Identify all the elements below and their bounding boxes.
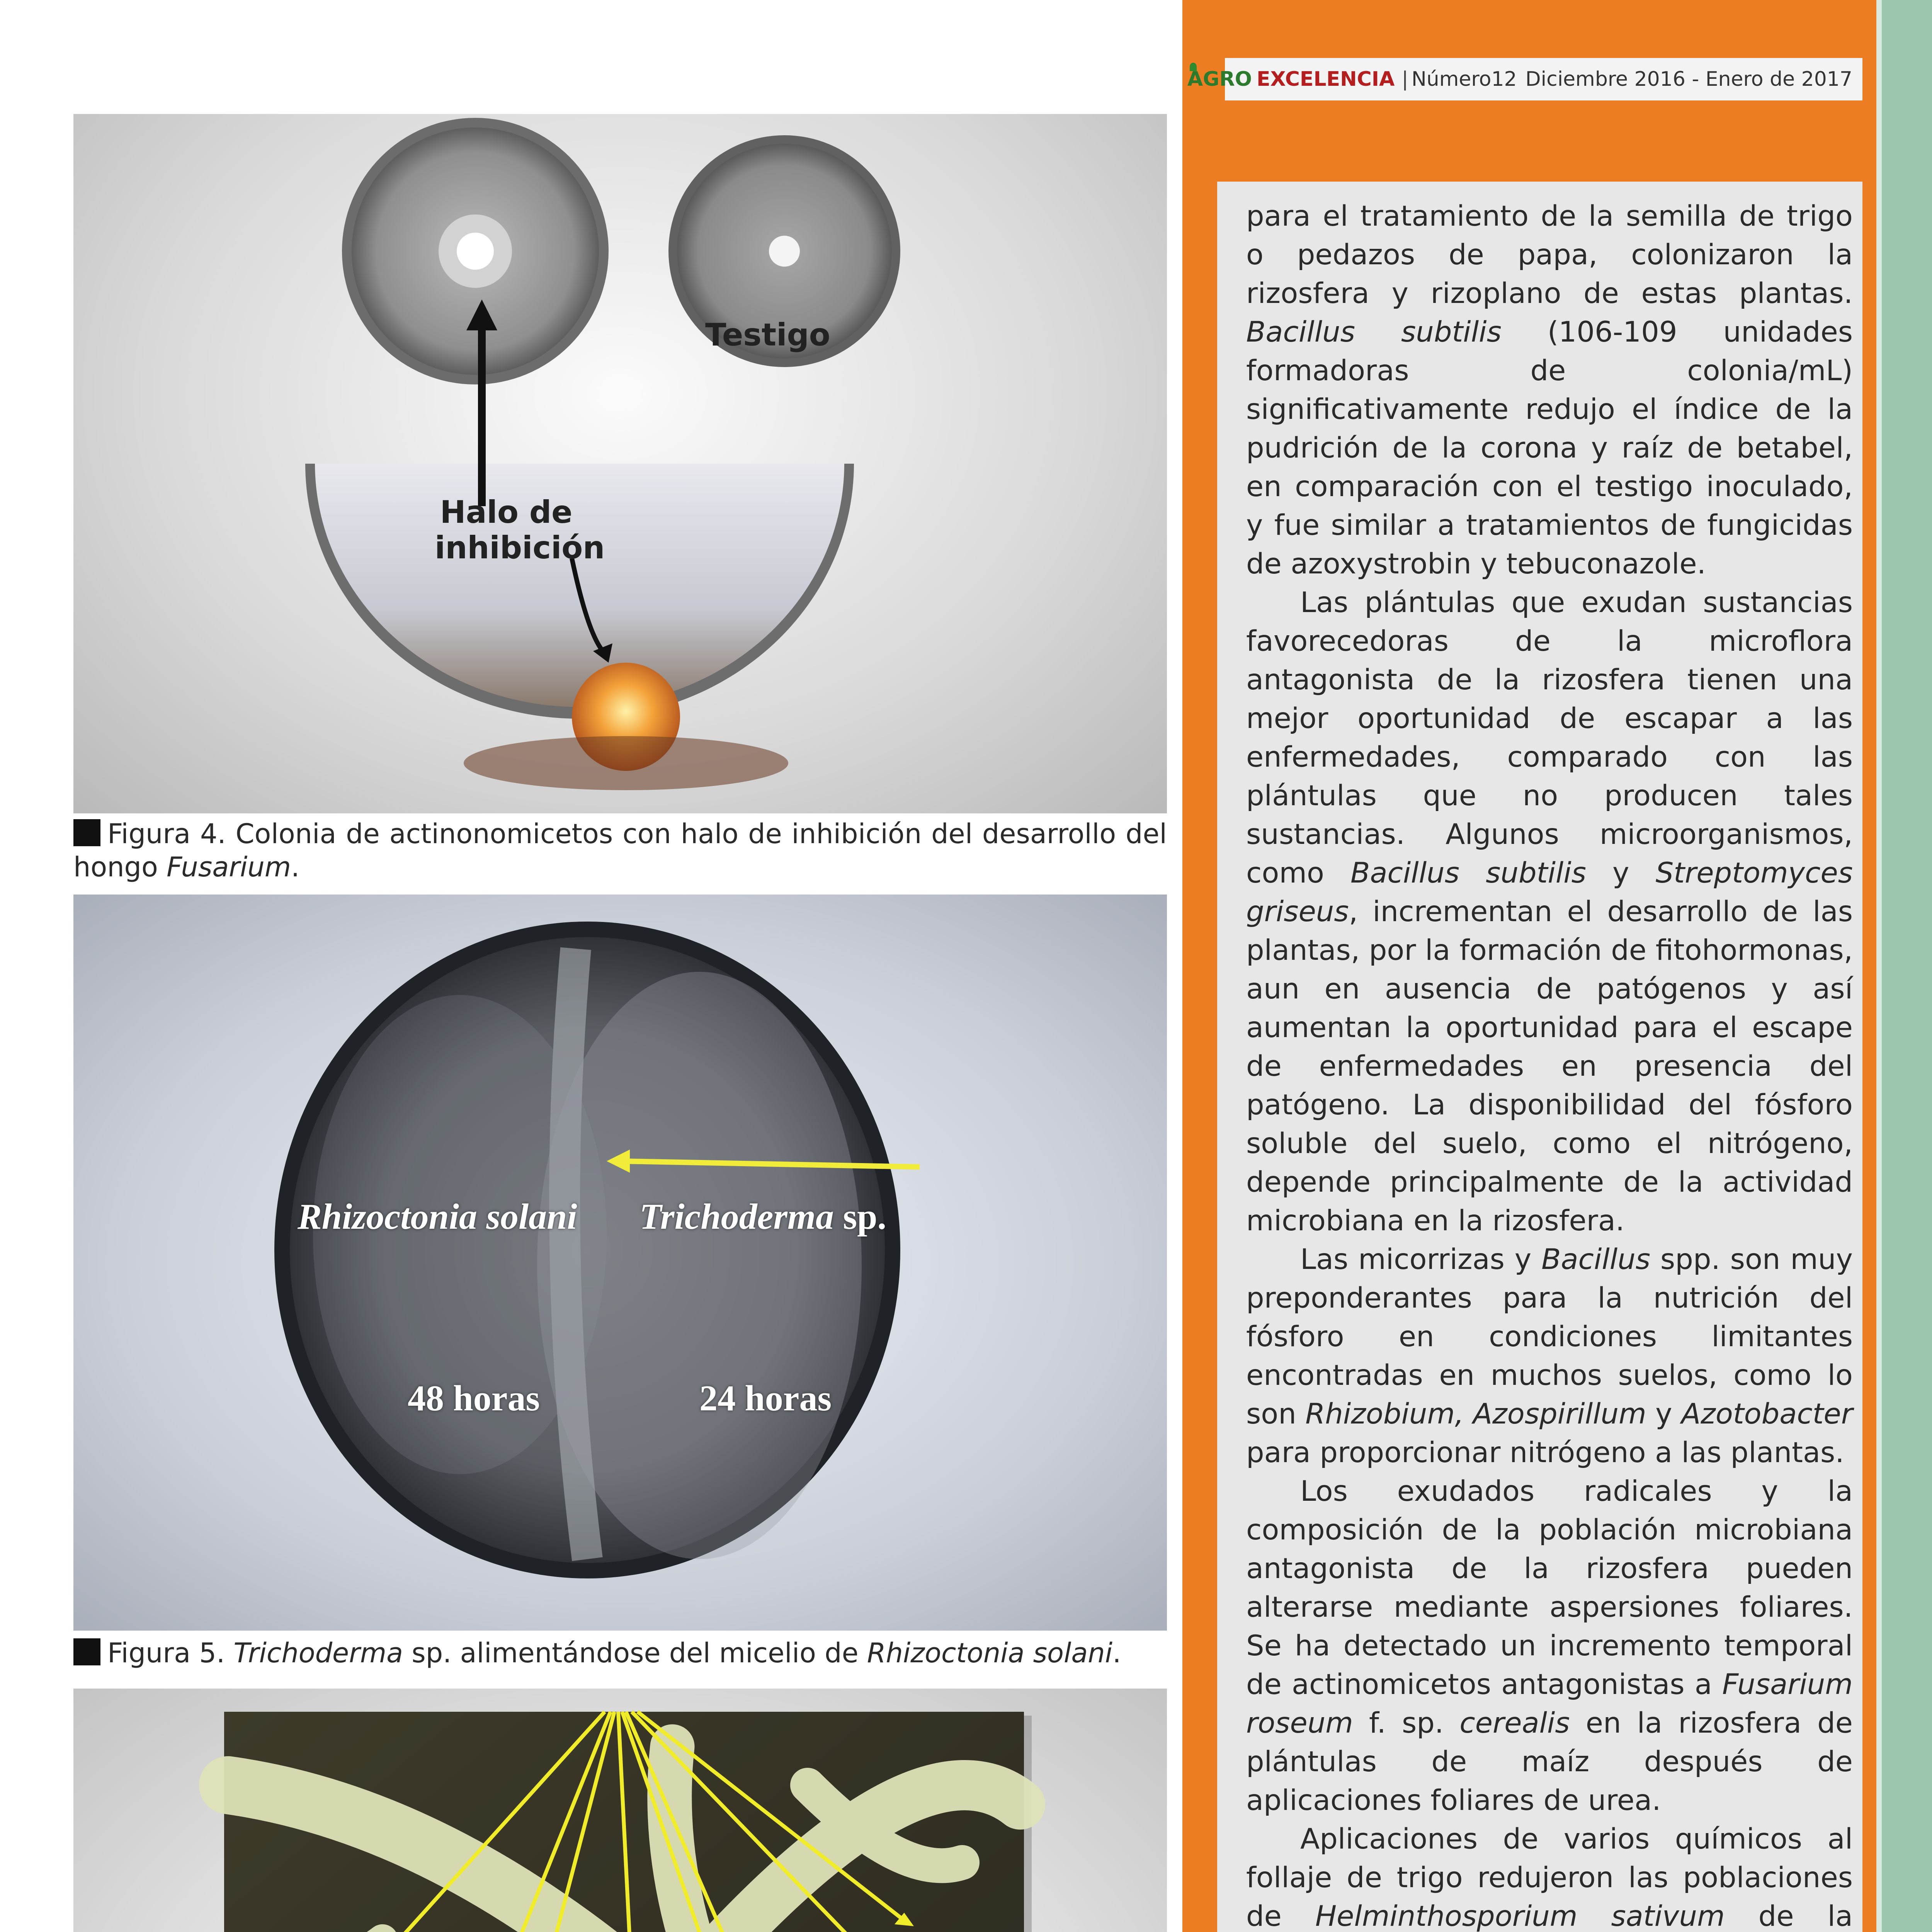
figure-4-drawing <box>73 114 1167 813</box>
text-run: para proporcionar nitrógeno a las plantas. <box>1246 1436 1844 1469</box>
text-run: para el tratamiento de la semilla de trigo o pedazos de papa, colonizaron la rizosfera y rizoplano de estas plantas. <box>1246 200 1853 310</box>
brand-excelencia: EXCELENCIA <box>1257 68 1395 91</box>
issue-number: Número12 <box>1411 68 1517 91</box>
label-halo-line1: Halo de <box>440 494 573 530</box>
label-trichoderma <box>639 1196 886 1238</box>
text-run: , incrementan el desarrollo de las plantas, por la formación de fitohormonas, aun en ausencia de patógenos y así aumentan la oportunidad para el escape de enfermedades en presencia del patógeno. La disponibilidad del fósforo soluble del suelo, como el nitrógeno, depende principalmente de la actividad microbiana en la rizosfera. <box>1246 895 1853 1237</box>
text-run: de la <box>1758 1900 1853 1932</box>
label-halo-line2: inhibición <box>435 530 605 566</box>
italic-term: Streptomyces griseus <box>1246 857 1853 928</box>
italic-term: Fusarium roseum <box>1246 1668 1853 1740</box>
caption-marker-icon <box>73 1638 100 1665</box>
italic-term: Azotobacter <box>1681 1398 1853 1430</box>
text-run: Los exudados radicales y la composición de la población microbiana antagonista de la rizosfera pueden alterarse mediante aspersiones foliares. Se ha detectado un incremento temporal de actinomicetos antagonistas a <box>1246 1475 1853 1701</box>
mint-band-edge <box>1876 0 1882 1932</box>
paragraph-1 <box>1246 197 1853 583</box>
text-run: en la rizosfera de plántulas de maíz después de aplicaciones foliares de urea. <box>1246 1707 1853 1817</box>
text-run: Las micorrizas y <box>1300 1243 1542 1276</box>
text-run: Las plántulas que exudan sustancias favorecedoras de la microflora antagonista de la rizosfera tienen una mejor oportunidad de escapar a las enfermedades, comparado con las plántulas que no producen tales sustancias. Algunos microorganismos, como <box>1246 586 1853 889</box>
label-testigo: Testigo <box>705 317 830 353</box>
text-run: f. sp. <box>1353 1707 1460 1740</box>
caption-end: . <box>1112 1637 1121 1669</box>
paragraph-2 <box>1246 583 1853 1240</box>
issue-date: Diciembre 2016 - Enero de 2017 <box>1525 68 1852 91</box>
label-rhizoctonia-solani: Rhizoctonia solani <box>298 1197 577 1237</box>
brand-agro: AGRO <box>1187 68 1252 91</box>
text-run: y <box>1646 1398 1682 1430</box>
header-separator: | <box>1401 68 1408 91</box>
figure-5-image <box>73 895 1167 1631</box>
page-header <box>1187 58 1862 100</box>
paragraph-5 <box>1246 1820 1853 1932</box>
italic-term: Bacillus subtilis <box>1246 316 1502 349</box>
label-48-horas: 48 horas <box>408 1378 540 1418</box>
label-halo-inhibicion <box>435 494 605 566</box>
caption-italic: Trichoderma <box>233 1637 403 1669</box>
italic-term: cerealis <box>1459 1707 1570 1740</box>
caption-text: Figura 5. <box>107 1637 234 1669</box>
figure-6-image <box>73 1689 1167 1932</box>
figure-5-drawing <box>73 895 1167 1631</box>
figure-4-image <box>73 114 1167 813</box>
text-run: spp. son muy preponderantes para la nutrición del fósforo en condiciones limitantes encontradas en muchos suelos, como lo son <box>1246 1243 1853 1430</box>
text-run: Aplicaciones de varios químicos al follaje de trigo redujeron las poblaciones de <box>1246 1823 1853 1932</box>
label-24-horas: 24 horas <box>699 1378 832 1418</box>
label-trichoderma-rest: sp. <box>834 1197 886 1237</box>
italic-term: Bacillus <box>1541 1243 1651 1276</box>
paragraph-3 <box>1246 1240 1853 1472</box>
figure-6-drawing <box>73 1689 1167 1932</box>
italic-term: Helminthosporium sativum <box>1315 1900 1725 1932</box>
italic-term: Rhizobium, Azospirillum <box>1305 1398 1646 1430</box>
caption-marker-icon <box>73 819 100 846</box>
caption-end: . <box>291 851 300 883</box>
figure-5-caption <box>73 1636 1167 1670</box>
italic-term: Bacillus subtilis <box>1350 857 1586 889</box>
paragraph-4 <box>1246 1472 1853 1820</box>
text-run: (106-109 unidades formadoras de colonia/mL) significativamente redujo el índice de la pudrición de la corona y raíz de betabel, en comparación con el testigo inoculado, y fue similar a tratamientos de fungicidas de azoxystrobin y tebuconazole. <box>1246 316 1853 580</box>
label-trichoderma-italic: Trichoderma <box>639 1197 834 1237</box>
caption-text-mid: sp. alimentándose del micelio de <box>403 1637 867 1669</box>
figure-4-caption <box>73 817 1167 884</box>
mint-band <box>1882 0 1932 1932</box>
caption-italic-2: Rhizoctonia solani <box>867 1637 1113 1669</box>
article-body <box>1246 197 1853 1932</box>
text-run: y <box>1586 857 1656 889</box>
caption-text: Figura 4. Colonia de actinonomicetos con halo de inhibición del desarrollo del hongo <box>73 818 1167 883</box>
caption-italic: Fusarium <box>167 851 291 883</box>
